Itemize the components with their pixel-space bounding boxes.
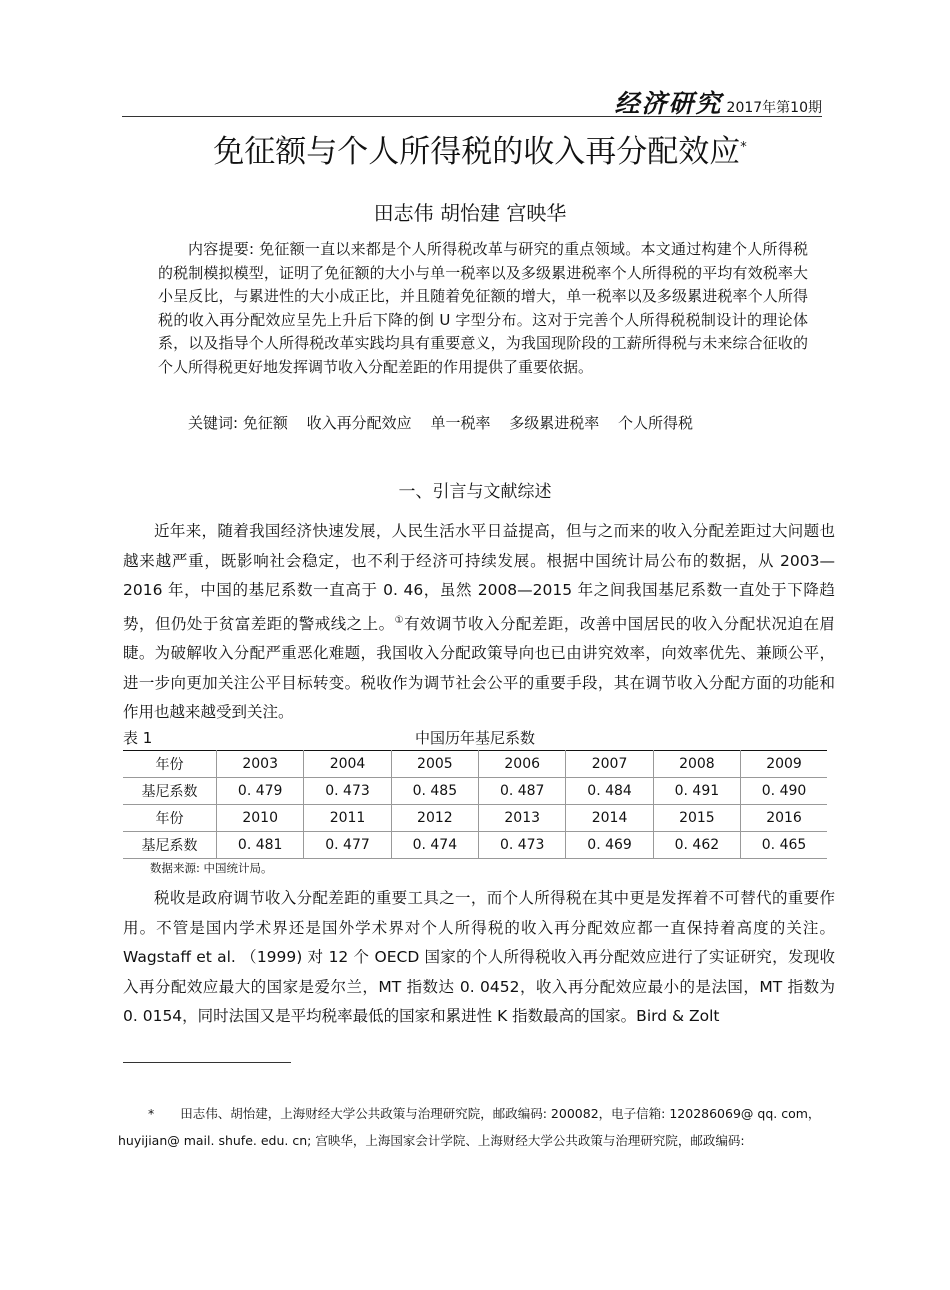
table-cell: 2006 [479,751,566,778]
table-cell: 2009 [741,751,827,778]
table-cell: 2014 [566,805,653,832]
table-cell: 0. 479 [217,778,304,805]
table-source: 数据来源: 中国统计局。 [150,861,273,875]
endnote-marker: ① [394,614,405,626]
table-cell: 0. 469 [566,832,653,859]
table-cell: 2003 [217,751,304,778]
keywords [158,412,808,435]
table-cell: 0. 473 [479,832,566,859]
keyword: 多级累进税率 [509,414,600,432]
table-cell: 基尼系数 [123,778,217,805]
keywords-label: 关键词: [188,414,239,432]
section-heading: 一、引言与文献综述 [398,482,552,502]
table-cell: 2005 [391,751,478,778]
table-cell: 0. 477 [304,832,391,859]
table-cell: 0. 481 [217,832,304,859]
table-cell: 0. 491 [653,778,740,805]
table-cell: 0. 487 [479,778,566,805]
footnote-text: 田志伟、胡怡建，上海财经大学公共政策与治理研究院，邮政编码: 200082，电子信箱: 120286069@ qq. com，huyijian@ mail. shufe. edu. cn; 宫映华，上海国家会计学院、上海财经大学公共政策与治理研究院，邮政编码: [118,1106,821,1148]
table-row [123,832,827,859]
table-cell: 2012 [391,805,478,832]
paragraph-text: 近年来，随着我国经济快速发展，人民生活水平日益提高，但与之而来的收入分配差距过大问题也越来越严重，既影响社会稳定，也不利于经济可持续发展。根据中国统计局公布的数据，从 2003—2016 年，中国的基尼系数一直高于 0. 46，虽然 2008—2015 年之间我国基尼系数一直处于下降趋势，但仍处于贫富差距的警戒线之上。 [123,522,835,633]
table-cell: 2013 [479,805,566,832]
gini-table [123,750,827,859]
body-paragraph-2: 税收是政府调节收入分配差距的重要工具之一，而个人所得税在其中更是发挥着不可替代的重要作用。不管是国内学术界还是国外学术界对个人所得税的收入再分配效应都一直保持着高度的关注。Wagstaff et al. （1999) 对 12 个 OECD 国家的个人所得税收入再分配效应进行了实证研究，发现收入再分配效应最大的国家是爱尔兰，MT 指数达 0. 0452，收入再分配效应最小的是法国，MT 指数为 0. 0154，同时法国又是平均税率最低的国家和累进性 K 指数最高的国家。Bird & Zolt [123,889,835,1025]
table-cell: 0. 474 [391,832,478,859]
table-cell: 基尼系数 [123,832,217,859]
table-cell: 0. 465 [741,832,827,859]
table-cell: 2015 [653,805,740,832]
paper-title [120,130,840,174]
table-caption [123,726,827,750]
keyword: 免征额 [242,414,288,432]
paragraph-text: 有效调节收入分配差距，改善中国居民的收入分配状况迫在眉睫。为破解收入分配严重恶化难题，我国收入分配政策导向也已由讲究效率，向效率优先、兼顾公平，进一步向更加关注公平目标转变。税收作为调节社会公平的重要手段，其在调节收入分配方面的功能和作用也越来越受到关注。 [123,614,835,722]
table-cell: 2010 [217,805,304,832]
keyword: 个人所得税 [618,414,694,432]
table-row [123,778,827,805]
table-cell: 2007 [566,751,653,778]
body-paragraph-1 [123,517,835,728]
footnote-divider [123,1062,291,1063]
table-cell: 0. 462 [653,832,740,859]
table-cell: 2016 [741,805,827,832]
table-cell: 2004 [304,751,391,778]
table-cell: 0. 473 [304,778,391,805]
issue-number: 2017年第10期 [726,100,822,116]
table-title: 中国历年基尼系数 [414,729,535,747]
table-cell: 年份 [123,751,217,778]
running-header [122,84,822,117]
table-cell: 2008 [653,751,740,778]
table-cell: 0. 490 [741,778,827,805]
table-cell: 0. 484 [566,778,653,805]
table-cell: 年份 [123,805,217,832]
footnote-mark: * [148,1106,155,1121]
table-number: 表 1 [123,729,153,747]
keyword: 收入再分配效应 [306,414,412,432]
footnote [118,1100,828,1154]
journal-name: 经济研究 [614,89,723,118]
paper-title-text: 免征额与个人所得税的收入再分配效应 [213,134,741,170]
table-row [123,805,827,832]
authors: 田志伟 胡怡建 宫映华 [373,201,567,225]
title-footnote-mark: * [740,140,747,155]
abstract: 内容提要: 免征额一直以来都是个人所得税改革与研究的重点领域。本文通过构建个人所得税的税制模拟模型，证明了免征额的大小与单一税率以及多级累进税率个人所得税的平均有效税率大小呈反比，与累进性的大小成正比，并且随着免征额的增大，单一税率以及多级累进税率个人所得税的收入再分配效应呈先上升后下降的倒 U 字型分布。这对于完善个人所得税税制设计的理论体系，以及指导个人所得税改革实践均具有重要意义，为我国现阶段的工薪所得税与未来综合征收的个人所得税更好地发挥调节收入分配差距的作用提供了重要依据。 [158,240,808,376]
table-row [123,751,827,778]
keyword: 单一税率 [430,414,491,432]
table-cell: 2011 [304,805,391,832]
table-cell: 0. 485 [391,778,478,805]
